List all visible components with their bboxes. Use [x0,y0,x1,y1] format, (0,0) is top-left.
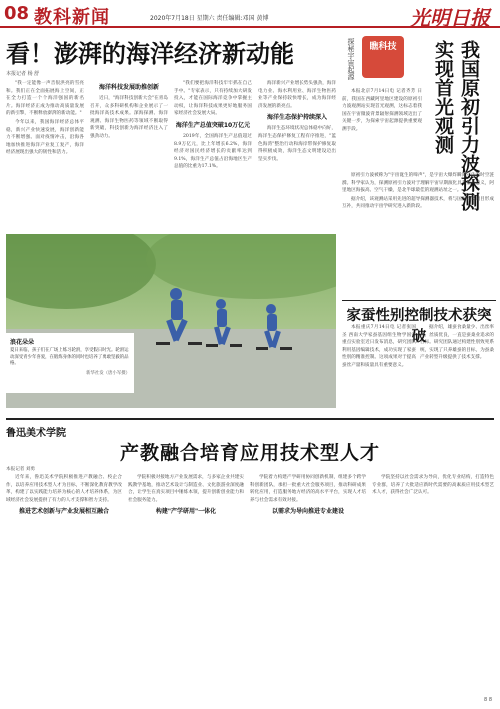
feature-column-4 [258,80,336,230]
feature-paragraph: 2019年，全国海洋生产总值超过8.9万亿元，比上年增长6.2%，海洋经济对国民经济增长的贡献率达到9.1%，海洋生产总值占沿海地区生产总值的比重为17.1%。 [174,133,252,170]
feature-column-2 [90,80,168,230]
feature-paragraph: 海洋新兴产业增长势头强劲，海洋电力业、海水利用业、海洋生物医药业等产业保持较快增长，成为海洋经济发展的新亮点。 [258,81,336,109]
column-label: 鲁迅美术学院 [6,428,66,439]
photo-caption [6,333,134,393]
right-lead-text [342,88,422,168]
feature-subhead: 海洋科技发展助推创新 [98,84,159,91]
feature-paragraph: 近日，"海洋科技创新大会"在青岛召开，众多科研机构和企业展示了一批海洋高技术成果。深海探测、海洋观测、海洋生物医药等领域不断取得新突破，科技创新为海洋经济注入了强劲动力。 [90,96,168,139]
page-number: 08 [4,3,30,24]
silkworm-headline: 家蚕性别控制技术获突破 [346,307,492,345]
section-title: 教科新闻 [34,7,110,28]
right-headline-line-2: 实现首光观测 [432,40,454,154]
qr-label: 瞧科技 [369,42,397,52]
bottom-column-3 [250,474,366,694]
feature-byline: 本报记者 杨 舒 [6,71,40,77]
kicker-label: 探秘宇宙起源 [347,38,355,80]
bottom-divider [6,418,494,420]
footer-page-mark: 8 8 [484,697,492,703]
bottom-headline: 产教融合培育应用技术型人才 [119,442,380,464]
section-divider [342,300,496,301]
newspaper-logo: 光明日报 [410,6,490,30]
feature-paragraph: "我们要把海洋科技牢牢抓在自己手中。"专家表示，只有持续加大研发投入，才能在国际海洋竞争中掌握主动权，让海洋科技成果更好地服务国家经济社会发展大局。 [174,81,252,117]
date-line: 2020年7月18日 星期六 责任编辑:邓国 黄博 [150,15,269,22]
right-body-text [342,172,494,297]
feature-headline: 看！澎湃的海洋经济新动能 [6,39,294,68]
feature-column-1 [6,80,84,230]
feature-paragraph: "我一定能像一声音很洪亮的雪亮和。我们正在全面拓展海上空间，正在全力打造一个个海洋强国的新名片。海洋经济正成为推动高质量发展的新引擎，不断释放澎湃的新动能。" [6,81,84,117]
masthead [0,0,500,28]
body-paragraph: 据介绍，该观测站采用先进的超导探测器技术，将与国际同类项目形成互补，共同推动宇宙学研究进入新阶段。 [342,196,494,210]
body-paragraph: 据介绍，雄蚕食桑量少、出丝率高、丝质优良，一直是蚕桑业追求的目标。研究团队通过构建性别致死系统，实现了只养雄蚕的目标，为蚕桑产业转型升级提供了技术支撑。 [420,325,494,361]
caption-text: 夏日来临，孩子们在广场上练习轮滑，享受假日时光。轮滑运动深受青少年喜爱，在锻炼身体的同时也培养了勇敢坚毅的品格。 [10,348,129,367]
body-paragraph: 原初引力波被称为"宇宙诞生的啼声"，是宇宙大爆炸瞬间产生的时空涟漪。科学家认为，探测原初引力波对于理解宇宙早期演化具有重大意义，阿里地区海拔高、空气干燥，是北半球最佳的观测站址之一。 [342,173,494,194]
feature-subhead: 海洋生产总值突破10万亿元 [175,121,251,129]
body-paragraph: 本报重庆7月14日电 记者张国圣 西南大学家蚕基因组生物学国家重点实验室近日发布消息，研究团队利用基因编辑技术，成功实现了家蚕性别的精准控制。这项成果对于提高蚕丝产量和质量具有重要意义。 [342,325,416,368]
bottom-column-2 [128,474,244,694]
feature-subhead: 海洋生态保护持续深入 [266,114,327,122]
bottom-paragraph: 学院积极对接地方产业发展需求，与多家企业共建实践教学基地，推动艺术设计与制造业、文化旅游业深度融合，让学生在真实项目中锤炼本领，提升创新创业能力和社会服务能力。 [128,475,244,503]
qr-code-badge[interactable] [362,36,404,78]
bottom-column-1 [6,474,122,694]
lead-paragraph: 本报北京7月14日电 记者齐芳 日前，我国在西藏阿里地区建设的原初引力波观测站实现首光观测，这标志着我国在宇宙微波背景辐射探测领域迈出了关键一步，为探索宇宙起源提供重要观测手段。 [342,89,422,132]
bottom-subhead: 以需求为导向推进专业建设 [271,508,344,516]
bottom-paragraph: 学院坚持以社会需求为导向，优化专业结构，打造特色专业群，培养了大批适应新时代需要的高素质应用技术型艺术人才，获得社会广泛认可。 [372,475,494,496]
feature-paragraph: 海洋生态环境状况总体稳中向好，海洋生态保护修复工程有序推进，"蓝色海湾"整治行动和海岸带保护修复取得积极成效，海洋生态文明建设迈出坚实步伐。 [258,126,336,162]
caption-title: 浪花朵朵 [10,339,35,346]
bottom-paragraph: 学院着力构建产学研用协同创新机制，组建多个跨学科创新团队，承担一批重大社会服务项目，推动科研成果转化应用，打造服务地方经济的高水平平台，实现人才培养与社会需求有效对接。 [250,475,366,503]
bottom-paragraph: 近年来，鲁迅美术学院积极推进产教融合、校企合作，以培养应用技术型人才为目标，不断深化教育教学改革，构建了以实践能力培养为核心的人才培养体系，为区域经济社会发展提供了有力的人才支撑和智力支持。 [6,475,122,503]
caption-credit: 新华社发（唐小军摄） [86,370,130,376]
silkworm-column-2 [420,324,494,414]
bottom-subhead: 构建"产学研用"一体化 [155,508,217,516]
feature-paragraph: 今年以来，我国海洋经济总体平稳，新兴产业快速发展，海洋创新能力不断增强。面对疫情冲击，沿海各地加快推进海洋产业复工复产，海洋经济展现出强大的韧性和活力。 [6,119,84,156]
bottom-column-4 [372,474,494,694]
feature-column-3 [174,80,252,230]
bottom-byline: 本报记者 刘勇 [6,467,36,472]
right-headline-line-1: 我国原初引力波探测 [458,40,480,211]
silkworm-column-1 [342,324,416,414]
bottom-subhead: 推进艺术创新与产业发展相互融合 [18,508,109,516]
